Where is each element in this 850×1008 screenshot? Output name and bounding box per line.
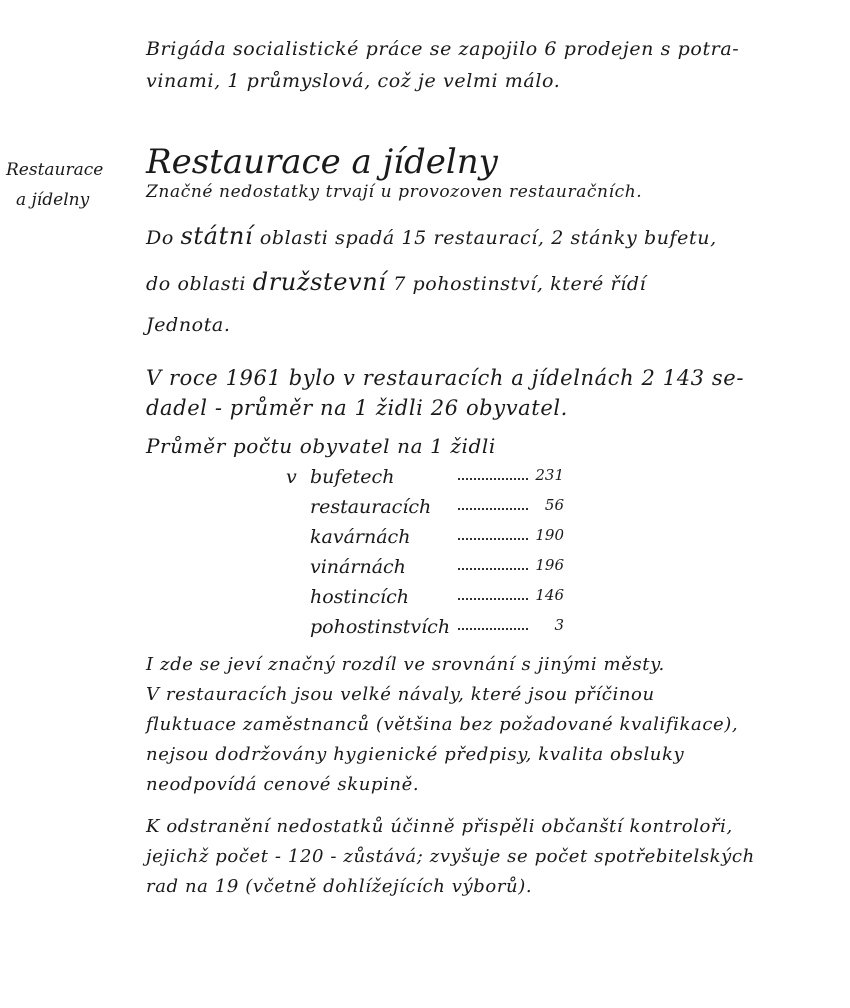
emphasis-text: státní: [180, 222, 254, 250]
para-line: V roce 1961 bylo v restauracích a jídelnách 2 143 se-: [146, 366, 745, 390]
row-value: 231: [535, 466, 564, 484]
text: Do: [146, 227, 174, 249]
row-value: 3: [554, 616, 564, 634]
intro-line: Brigáda socialistické práce se zapojilo 6 prodejen s potra-: [146, 38, 740, 60]
text: do oblasti: [146, 273, 247, 295]
row-label: restauracích: [310, 496, 432, 518]
para-line: K odstranění nedostatků účinně přispěli občanští kontroloři,: [146, 816, 733, 837]
para-line: I zde se jeví značný rozdíl ve srovnání s jinými městy.: [146, 654, 665, 675]
para-line: fluktuace zaměstnanců (většina bez požadované kvalifikace),: [146, 714, 739, 735]
table-row: [310, 466, 564, 488]
table-title: Průměr počtu obyvatel na 1 židli: [146, 434, 496, 458]
row-value: 190: [535, 526, 564, 544]
para-line: [146, 222, 717, 250]
row-value: 56: [544, 496, 564, 514]
para-line: nejsou dodržovány hygienické předpisy, kvalita obsluky: [146, 744, 685, 765]
intro-line: vinami, 1 průmyslová, což je velmi málo.: [146, 70, 561, 92]
text: 7 pohostinství, které řídí: [393, 273, 647, 295]
emphasis-text: družstevní: [252, 268, 387, 296]
row-label: kavárnách: [310, 526, 411, 548]
para-line: rad na 19 (včetně dohlížejících výborů).: [146, 876, 533, 897]
table-row: [310, 616, 564, 638]
para-line: V restauracích jsou velké návaly, které jsou příčinou: [146, 684, 655, 705]
table-row: [310, 526, 564, 548]
table-row: [310, 586, 564, 608]
para-line: [146, 268, 646, 296]
para-line: neodpovídá cenové skupině.: [146, 774, 420, 795]
para-line: dadel - průměr na 1 židli 26 obyvatel.: [146, 396, 568, 420]
para-line: Značné nedostatky trvají u provozoven restauračních.: [146, 182, 643, 202]
margin-note: a jídelny: [16, 190, 90, 210]
section-heading: Restaurace a jídelny: [146, 142, 498, 182]
para-line: jejichž počet - 120 - zůstává; zvyšuje se počet spotřebitelských: [146, 846, 755, 867]
leader-dots: [458, 586, 528, 600]
leader-dots: [458, 496, 528, 510]
row-label: bufetech: [310, 466, 395, 488]
row-label: vinárnách: [310, 556, 406, 578]
table-row: [310, 556, 564, 578]
para-line: Jednota.: [146, 314, 231, 336]
margin-note: Restaurace: [6, 160, 104, 180]
leader-dots: [458, 466, 528, 480]
row-value: 196: [535, 556, 564, 574]
table-prefix: v: [286, 466, 298, 488]
row-value: 146: [535, 586, 564, 604]
leader-dots: [458, 556, 528, 570]
text: oblasti spadá 15 restaurací, 2 stánky bufetu,: [259, 227, 717, 249]
leader-dots: [458, 526, 528, 540]
leader-dots: [458, 616, 528, 630]
row-label: hostincích: [310, 586, 409, 608]
table-row: [310, 496, 564, 518]
row-label: pohostinstvích: [310, 616, 451, 638]
